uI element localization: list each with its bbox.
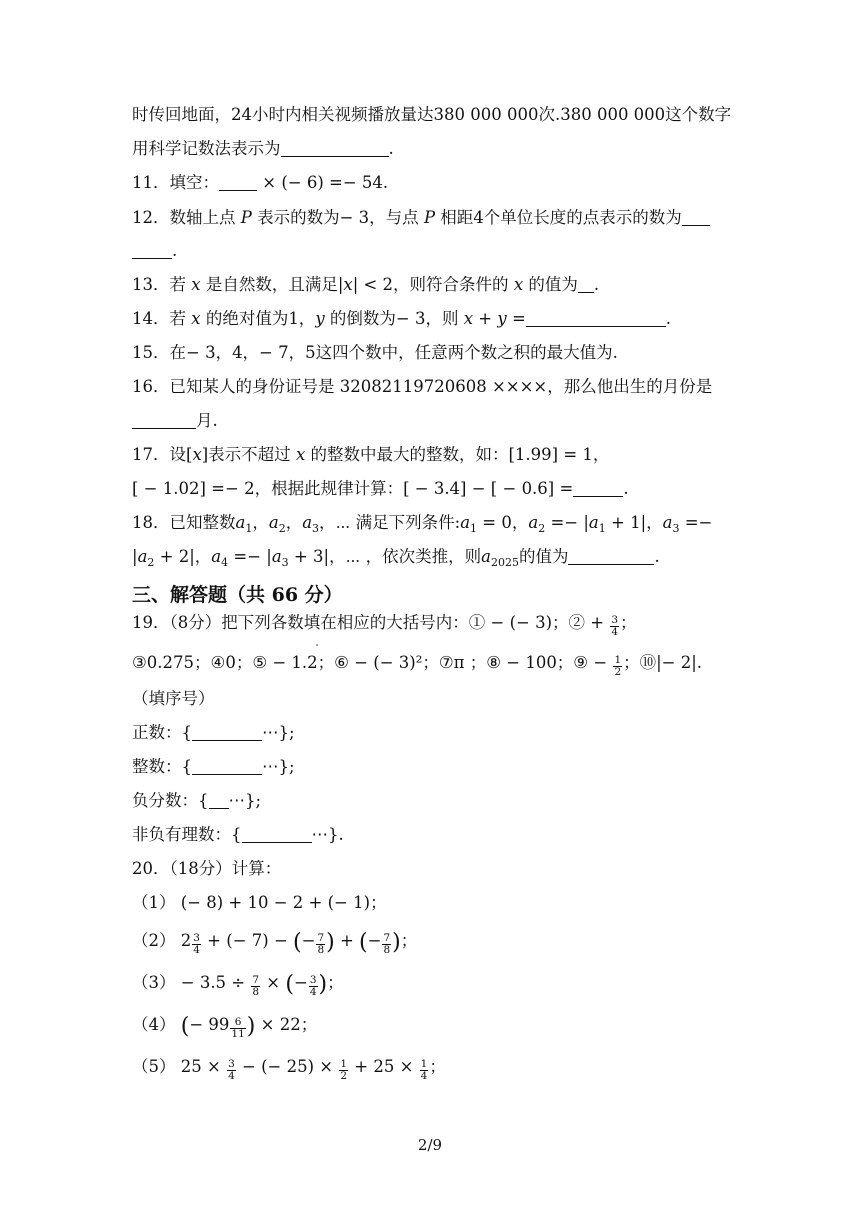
question-18: 18．已知整数$a_1$，$a_2$，$a_3$，⋯ 满足下列条件$:a_1 = 0$，$a_2 =- |a_1 + 1|$，$a_3$ =− (132, 513, 713, 535)
blank-answer[interactable] (578, 276, 594, 293)
calc-2: （2） 2 $\frac{3}{4}$ + (− 7) − (− $\frac{7}{8}$ ) + (− $\frac{7}{8}$ )； (132, 930, 418, 956)
question-19-cont: ③0.275；④0；⑤ − 1.2；⑥ − (− 3)²；⑦π ；⑧ − 100；⑨ − $\frac{1}{2}$ ；⑩|− 2|. (132, 653, 703, 678)
blank-answer[interactable] (209, 792, 229, 809)
blank-answer[interactable] (281, 140, 389, 157)
blank-answer[interactable] (132, 412, 196, 429)
question-15: 15．在− 3，4，− 7，5这四个数中，任意两个数之积的最大值为. (132, 343, 618, 362)
calc-1: （1） (− 8) + 10 − 2 + (− 1)； (132, 893, 387, 912)
section-heading: 三、解答题（共 66 分） (132, 584, 343, 606)
calc-4: （4） (− 99 $\frac{6}{11}$ ) × 22； (132, 1014, 318, 1040)
question-13: 13．若 x 是自然数，且满足|x| < 2，则符合条件的 x 的值为 . (132, 275, 600, 294)
question-16-cont: 月. (132, 410, 218, 432)
question-14: 14．若 x 的绝对值为1，y 的倒数为− 3，则 x + y = . (132, 309, 672, 328)
question-17: 17．设[x]表示不超过 x 的整数中最大的整数，如：[1.99] = 1， (132, 445, 610, 464)
blank-answer[interactable] (682, 209, 710, 226)
text-line-2: 用科学记数法表示为 . (132, 139, 394, 158)
question-12-cont: . (132, 240, 177, 262)
blank-answer[interactable] (573, 480, 623, 497)
question-19-note: （填序号） (132, 689, 215, 708)
question-11: 11．填空： × (− 6) =− 54. (132, 173, 389, 192)
blank-answer[interactable] (568, 548, 654, 565)
integers-row: 整数：{ ⋯}; (132, 757, 295, 776)
positive-numbers-row: 正数：{ ⋯}; (132, 723, 295, 742)
blank-answer[interactable] (526, 310, 666, 327)
question-20: 20．（18分）计算： (132, 859, 282, 878)
blank-answer[interactable] (132, 242, 172, 259)
question-18-cont: $|a_2 + 2|$，$a_4 =- |a_3 + 3|$，⋯ ，依次类推，则$a_{2025}$的值为 . (132, 547, 660, 569)
calc-5: （5） 25 × $\frac{3}{4}$ − (− 25) × $\frac{1}{2}$ + 25 × $\frac{1}{4}$ ； (132, 1057, 446, 1082)
blank-answer[interactable] (242, 826, 312, 843)
question-16: 16．已知某人的身份证号是 32082119720608 ××××，那么他出生的月份是 (132, 377, 713, 396)
stray-dot (316, 644, 318, 646)
page-number: 2/9 (417, 1136, 443, 1154)
blank-answer[interactable] (192, 724, 262, 741)
question-17-cont: [ − 1.02] =− 2，根据此规律计算：[ − 3.4] − [ − 0.6] = . (132, 479, 629, 498)
text-line-1: 时传回地面，24小时内相关视频播放量达380 000 000次.380 000 000这个数字 (132, 105, 732, 124)
blank-answer[interactable] (192, 758, 262, 775)
negative-fractions-row: 负分数：{ ⋯}; (132, 791, 262, 810)
calc-3: （3） − 3.5 ÷ $\frac{7}{8}$ × (− $\frac{3}{4}$ )； (132, 972, 344, 998)
question-19: 19．（8分）把下列各数填在相应的大括号内：① − (− 3)；② + $\frac{3}{4}$ ； (132, 613, 637, 638)
blank-answer[interactable] (219, 174, 257, 191)
nonnegative-rationals-row: 非负有理数：{ ⋯}. (132, 825, 344, 844)
question-12: 12．数轴上点 P 表示的数为− 3，与点 P 相距4个单位长度的点表示的数为 (132, 207, 710, 229)
